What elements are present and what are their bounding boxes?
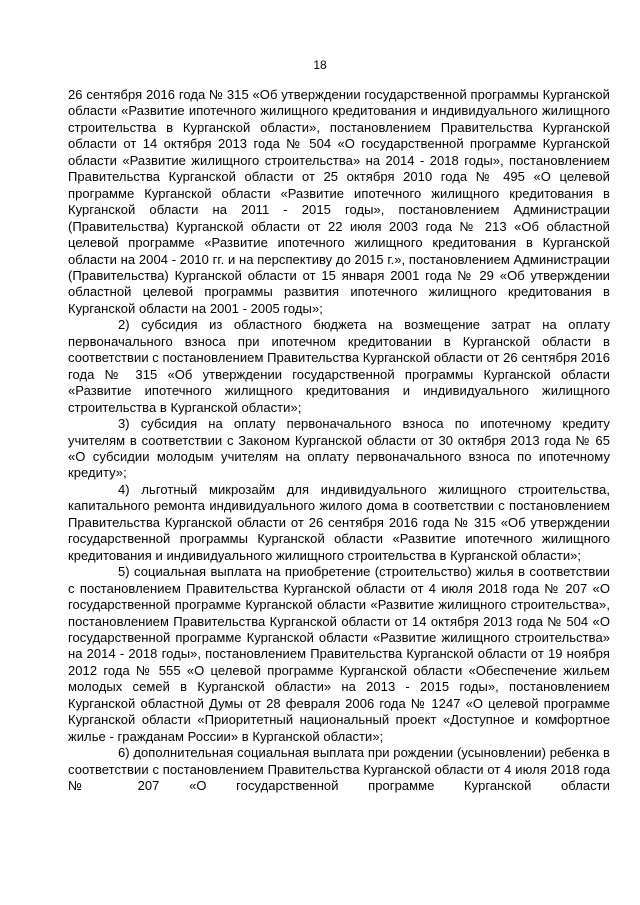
list-item-4-microloan: 4) льготный микрозайм для индивидуального жилищного строительства, капитального ремонта индивидуального жилого дома в соответствии с постановлением Правительства Курганской области от 26 сентября 2016 года № 315 «Об утверждении государственной программы Курганской области «Развитие ипотечного жилищного кредитования и индивидуального жилищного строительства в Курганской области»; xyxy=(68,481,610,563)
list-item-6-additional-payment: 6) дополнительная социальная выплата при рождении (усыновлении) ребенка в соответствии с постановлением Правительства Курганской области от 4 июля 2018 года № 207 «О государственной программе Курганской области xyxy=(68,745,610,794)
list-item-3-teacher-subsidy: 3) субсидия на оплату первоначального взноса по ипотечному кредиту учителям в соответствии с Законом Курганской области от 30 октября 2013 года № 65 «О субсидии молодым учителям на оплату первоначального взноса по ипотечному кредиту»; xyxy=(68,416,610,481)
list-item-2-mortgage-subsidy: 2) субсидия из областного бюджета на возмещение затрат на оплату первоначального взноса при ипотечном кредитовании в Курганской области в соответствии с постановлением Правительства Курганской области от 26 сентября 2016 года № 315 «Об утверждении государственной программы Курганской области «Развитие ипотечного жилищного кредитования и индивидуального жилищного строительства в Курганской области»; xyxy=(68,317,610,415)
document-body xyxy=(68,87,610,794)
list-item-5-social-payment: 5) социальная выплата на приобретение (строительство) жилья в соответствии с постановлением Правительства Курганской области от 4 июля 2018 года № 207 «О государственной программе Курганской области «Развитие жилищного строительства», постановлением Правительства Курганской области от 14 октября 2013 года № 504 «О государственной программе Курганской области «Развитие жилищного строительства» на 2014 - 2018 годы», постановлением Правительства Курганской области от 19 ноября 2012 года № 555 «О целевой программе Курганской области «Обеспечение жильем молодых семей в Курганской области» на 2013 - 2015 годы», постановлением Курганской областной Думы от 28 февраля 2006 года № 1247 «О целевой программе Курганской области «Приоритетный национальный проект «Доступное и комфортное жилье - гражданам России» в Курганской области»; xyxy=(68,564,610,744)
paragraph-continuation: 26 сентября 2016 года № 315 «Об утверждении государственной программы Курганской области «Развитие ипотечного жилищного кредитования и индивидуального жилищного строительства в Курганской области», постановлением Правительства Курганской области от 14 октября 2013 года № 504 «О государственной программе Курганской области «Развитие жилищного строительства» на 2014 - 2018 годы», постановлением Правительства Курганской области от 25 октября 2010 года № 495 «О целевой программе Курганской области «Развитие ипотечного жилищного кредитования в Курганской области на 2011 - 2015 годы», постановлением Администрации (Правительства) Курганской области от 22 июля 2003 года № 213 «Об областной целевой программе «Развитие ипотечного жилищного кредитования в Курганской области на 2004 - 2010 гг. и на перспективу до 2015 г.», постановлением Администрации (Правительства) Курганской области от 15 января 2001 года № 29 «Об утверждении областной целевой программы развития ипотечного жилищного кредитования в Курганской области на 2001 - 2005 годы»; xyxy=(68,87,610,316)
page-number: 18 xyxy=(313,58,327,72)
